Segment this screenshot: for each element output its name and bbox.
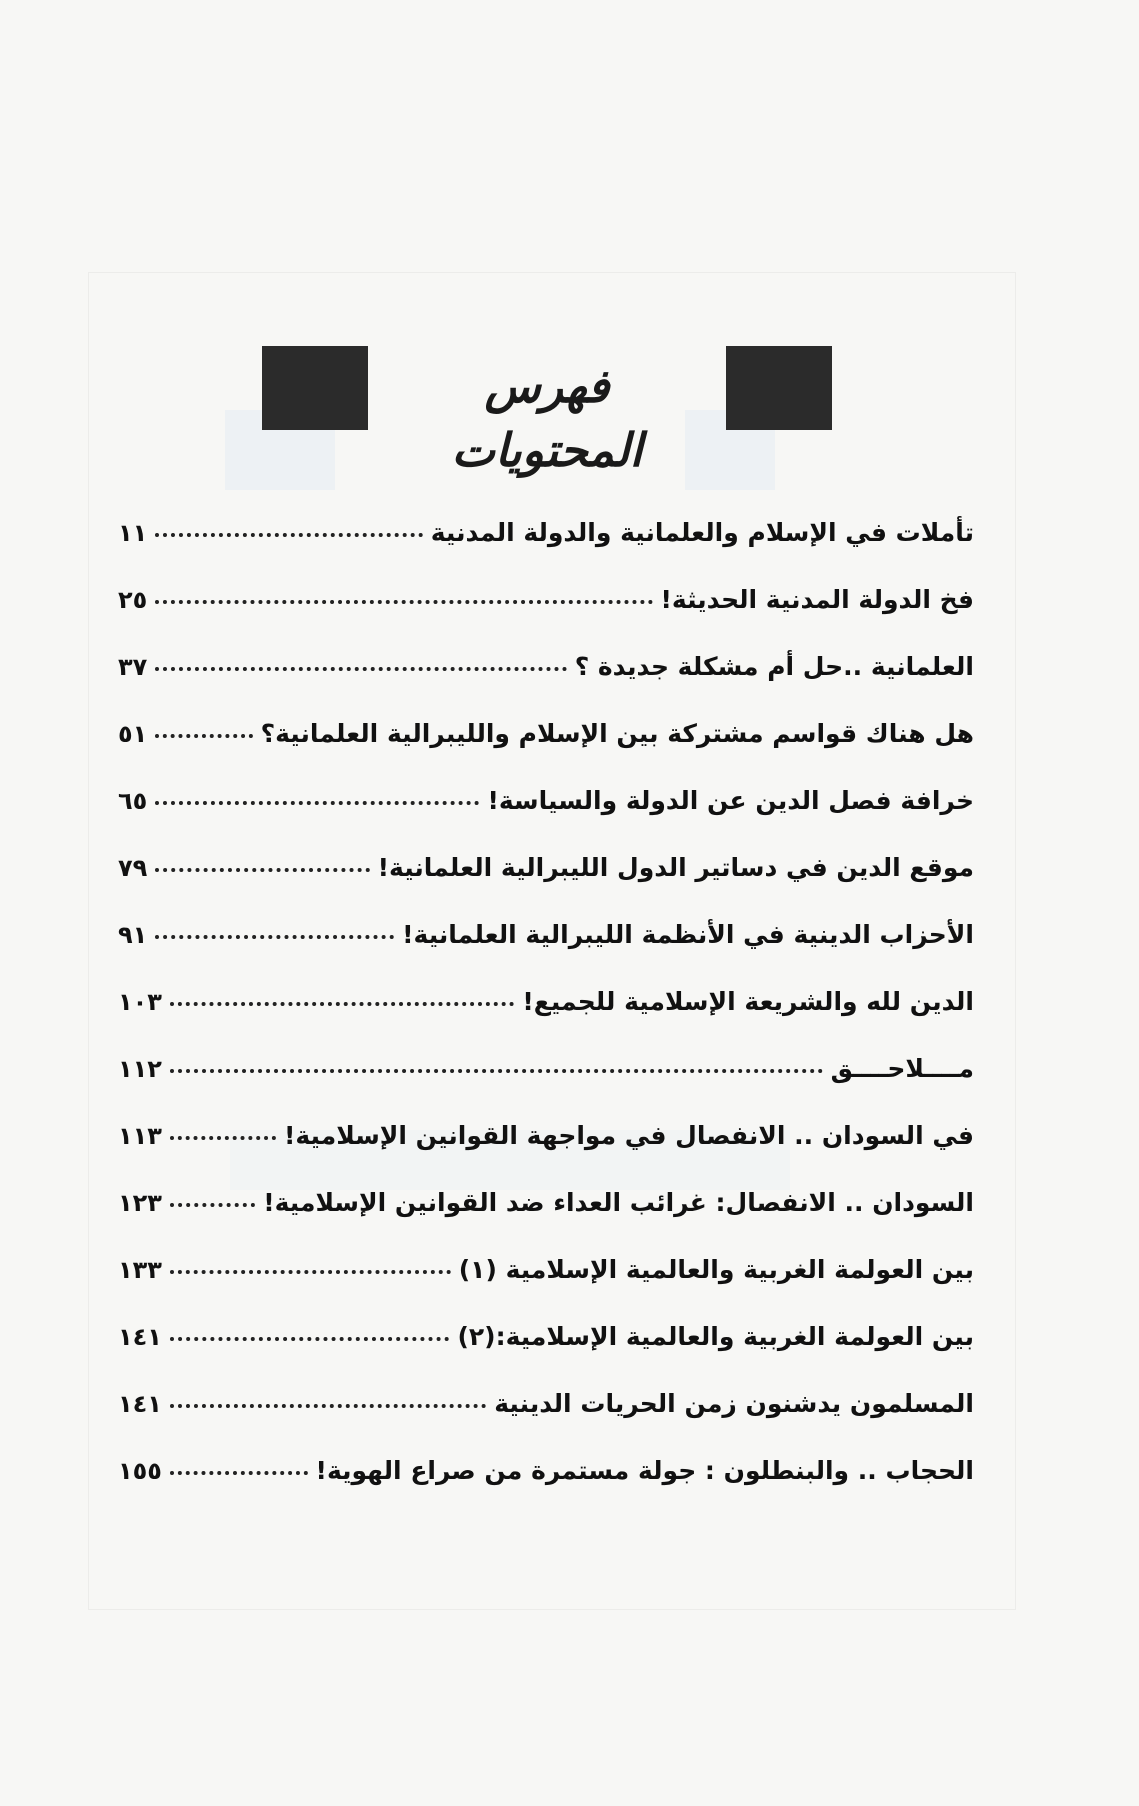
- toc-entry: [118, 1054, 974, 1121]
- toc-leader-dots: [170, 1270, 451, 1274]
- toc-leader-dots: [170, 1404, 486, 1408]
- toc-leader-dots: [155, 868, 369, 872]
- toc-entry-title: هل هناك قواسم مشتركة بين الإسلام والليبرالية العلمانية؟: [260, 719, 974, 748]
- toc-entry-title: في السودان .. الانفصال في مواجهة القوانين الإسلامية!: [283, 1121, 974, 1150]
- toc-entry: [118, 652, 974, 719]
- toc-leader-dots: [170, 1136, 276, 1140]
- toc-entry-title: موقع الدين في دساتير الدول الليبرالية العلمانية!: [377, 853, 974, 882]
- toc-entry: [118, 920, 974, 987]
- toc-leader-dots: [155, 734, 252, 738]
- toc-entry-page: ٥١: [118, 720, 148, 748]
- toc-entry-page: ٦٥: [118, 787, 148, 815]
- contents-heading: [262, 346, 832, 477]
- table-of-contents: [118, 518, 974, 1523]
- toc-entry: [118, 1188, 974, 1255]
- toc-entry: [118, 1121, 974, 1188]
- toc-entry-page: ١٤١: [118, 1323, 162, 1351]
- toc-leader-dots: [170, 1471, 308, 1475]
- toc-entry: [118, 1255, 974, 1322]
- toc-entry: [118, 1322, 974, 1389]
- toc-entry: [118, 853, 974, 920]
- toc-entry-page: ١٤١: [118, 1390, 162, 1418]
- toc-leader-dots: [155, 533, 422, 537]
- toc-entry: [118, 719, 974, 786]
- toc-entry: [118, 1389, 974, 1456]
- toc-leader-dots: [155, 600, 652, 604]
- toc-entry-title: الحجاب .. والبنطلون : جولة مستمرة من صراع الهوية!: [315, 1456, 974, 1485]
- toc-entry-title: الدين لله والشريعة الإسلامية للجميع!: [522, 987, 974, 1016]
- toc-entry-title: المسلمون يدشنون زمن الحريات الدينية: [494, 1389, 974, 1418]
- toc-entry-title: مــــلاحــــق: [830, 1054, 974, 1083]
- toc-entry-title: السودان .. الانفصال: غرائب العداء ضد القوانين الإسلامية!: [263, 1188, 974, 1217]
- toc-entry-title: العلمانية ..حل أم مشكلة جديدة ؟: [574, 652, 974, 681]
- toc-entry-page: ١٢٣: [118, 1189, 162, 1217]
- title-bar-left: [262, 346, 368, 430]
- toc-entry: [118, 987, 974, 1054]
- toc-entry-title: تأملات في الإسلام والعلمانية والدولة المدنية: [430, 518, 974, 547]
- toc-entry-title: بين العولمة الغربية والعالمية الإسلامية:(٢): [457, 1322, 974, 1351]
- toc-entry-title: فخ الدولة المدنية الحديثة!: [660, 585, 974, 614]
- toc-entry-title: خرافة فصل الدين عن الدولة والسياسة!: [487, 786, 974, 815]
- toc-entry-page: ١١: [118, 519, 148, 547]
- toc-entry-page: ١٠٣: [118, 988, 162, 1016]
- toc-entry-page: ١٥٥: [118, 1457, 162, 1485]
- toc-entry-title: الأحزاب الدينية في الأنظمة الليبرالية العلمانية!: [402, 920, 974, 949]
- toc-leader-dots: [170, 1203, 255, 1207]
- toc-entry-page: ١١٢: [118, 1055, 162, 1083]
- toc-leader-dots: [170, 1002, 514, 1006]
- title-bar-right: [726, 346, 832, 430]
- toc-leader-dots: [155, 801, 479, 805]
- toc-leader-dots: [170, 1069, 823, 1073]
- toc-entry: [118, 585, 974, 652]
- toc-entry: [118, 518, 974, 585]
- toc-entry-page: ٢٥: [118, 586, 148, 614]
- toc-entry-page: ٩١: [118, 921, 148, 949]
- toc-entry-page: ١١٣: [118, 1122, 162, 1150]
- toc-entry-page: ١٣٣: [118, 1256, 162, 1284]
- toc-leader-dots: [155, 935, 394, 939]
- page-title: فهرس المحتويات: [451, 359, 643, 477]
- toc-entry: [118, 1456, 974, 1523]
- toc-entry-title: بين العولمة الغربية والعالمية الإسلامية (١): [458, 1255, 974, 1284]
- toc-entry: [118, 786, 974, 853]
- toc-leader-dots: [155, 667, 566, 671]
- toc-entry-page: ٣٧: [118, 653, 148, 681]
- toc-leader-dots: [170, 1337, 449, 1341]
- toc-entry-page: ٧٩: [118, 854, 148, 882]
